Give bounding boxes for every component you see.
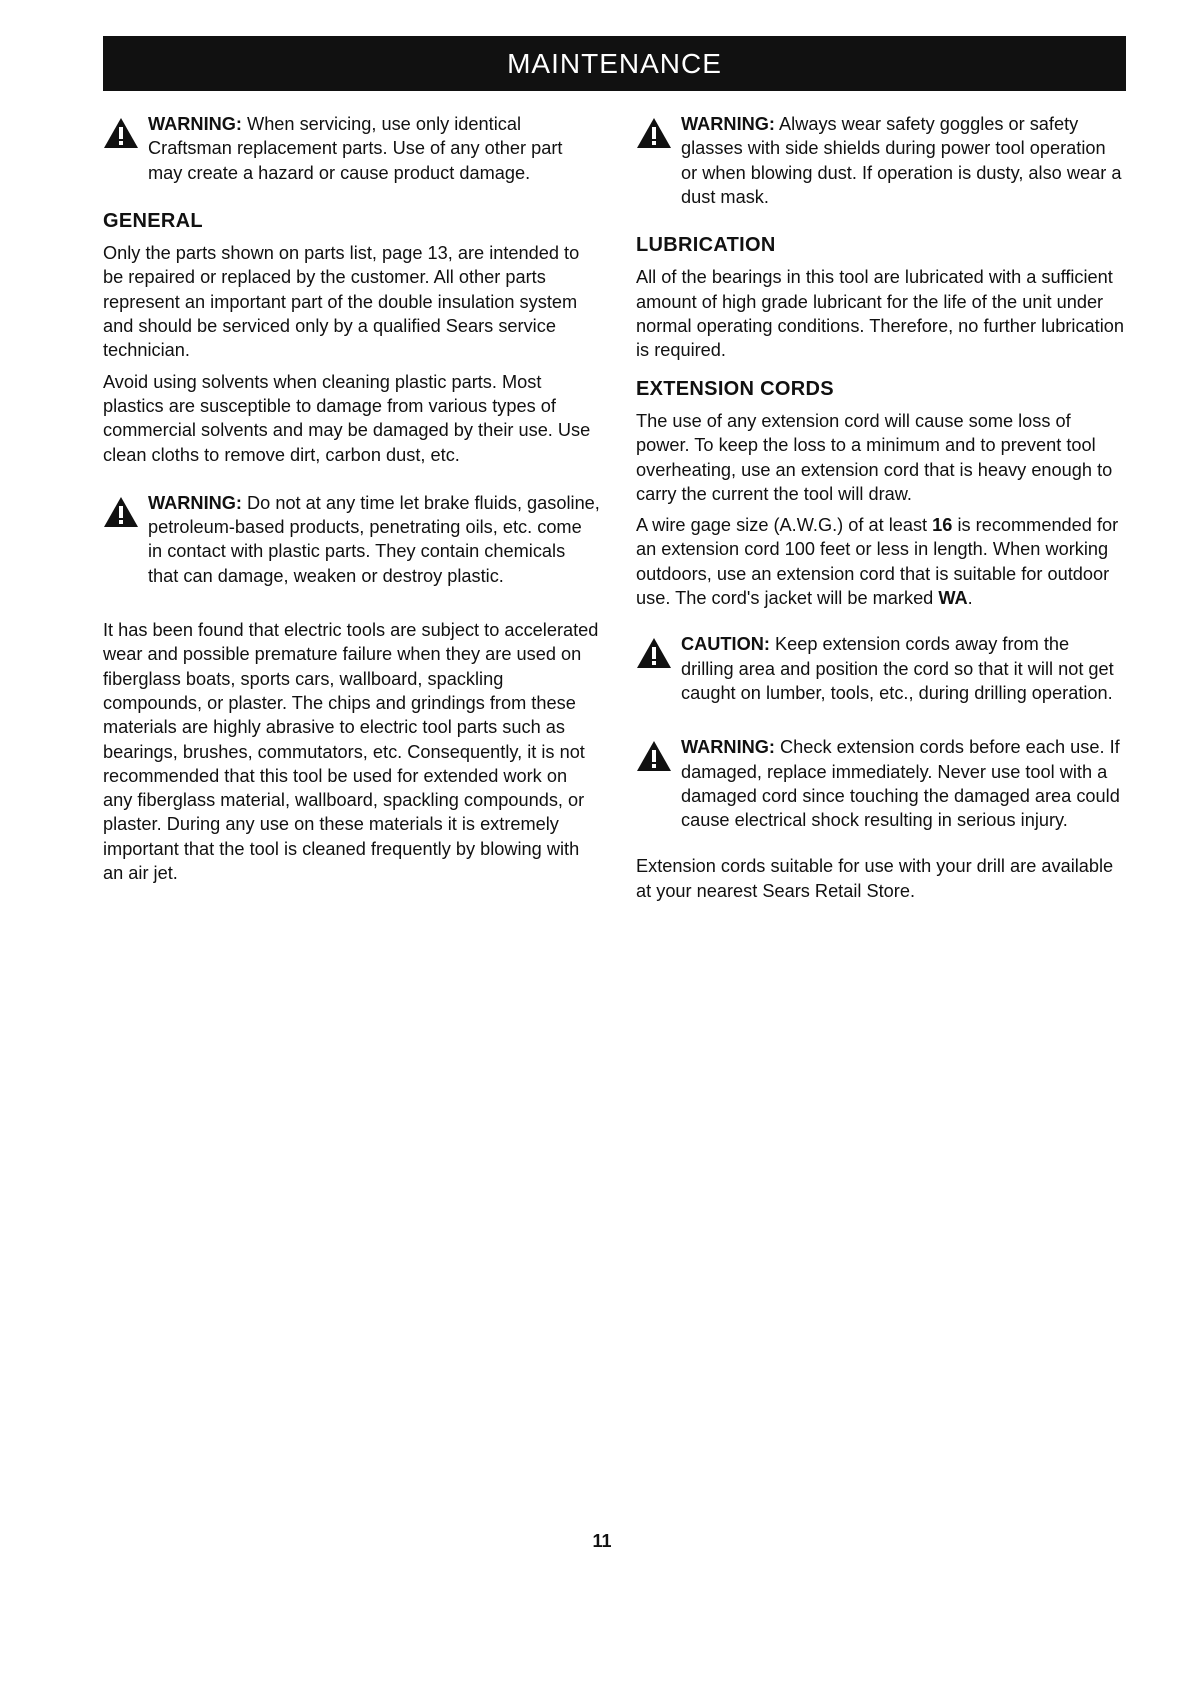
section-banner bbox=[103, 36, 1126, 91]
warning-safety-goggles bbox=[636, 112, 1126, 209]
warning-replacement-parts bbox=[103, 112, 600, 185]
warning-label: WARNING: bbox=[681, 737, 775, 758]
warning-text: Check extension cords before each use. If damaged, replace immediately. Never use tool with a damaged cord since touching the damaged area could cause electrical shock resulting in serious injury. bbox=[681, 737, 1120, 831]
warning-damaged-cords bbox=[636, 735, 1126, 832]
warning-text: Always wear safety goggles or safety glasses with side shields during power tool operation or when blowing dust. If operation is dusty, also wear a dust mask. bbox=[681, 114, 1122, 207]
warning-label: WARNING: bbox=[148, 114, 242, 134]
extension-cords-heading: EXTENSION CORDS bbox=[636, 377, 834, 400]
caution-text: Keep extension cords away from the drilling area and position the cord so that it will not get caught on lumber, tools, etc., during drilling operation. bbox=[681, 634, 1114, 703]
warning-triangle-icon bbox=[636, 117, 672, 149]
left-column bbox=[103, 112, 600, 892]
lubrication-heading: LUBRICATION bbox=[636, 234, 776, 257]
awg-value: 16 bbox=[932, 515, 953, 536]
page-number: 11 bbox=[592, 1531, 612, 1551]
warning-text: When servicing, use only identical Craftsman replacement parts. Use of any other part may create a hazard or cause product damage. bbox=[148, 114, 563, 183]
warning-triangle-icon bbox=[636, 637, 672, 669]
right-column bbox=[636, 112, 1126, 910]
warning-text: Do not at any time let brake fluids, gasoline, petroleum-based products, penetrating oils, etc. come in contact with plastic parts. They contain chemicals that can damage, weaken or destroy plastic. bbox=[148, 492, 600, 586]
general-heading: GENERAL bbox=[103, 209, 203, 232]
warning-triangle-icon bbox=[103, 496, 139, 528]
warning-triangle-icon bbox=[636, 740, 672, 772]
extension-paragraph-2: A wire gage size (A.W.G.) of at least 16 is recommended for an extension cord 100 feet or less in length. When working outdoors, use an extension cord that is suitable for outdoor use. The cord's jacket will be marked WA. bbox=[636, 515, 1119, 609]
warning-triangle-icon bbox=[103, 117, 139, 149]
jacket-marking: WA bbox=[938, 588, 968, 609]
section-title: MAINTENANCE bbox=[507, 47, 722, 79]
caution-label: CAUTION: bbox=[681, 634, 770, 655]
caution-extension-cords bbox=[636, 632, 1126, 705]
extension-paragraph-1: The use of any extension cord will cause some loss of power. To keep the loss to a minimum and to prevent tool overheating, use an extension cord that is heavy enough to carry the current the tool will draw. bbox=[636, 410, 1113, 504]
warning-label: WARNING: bbox=[148, 492, 242, 513]
fiberglass-paragraph: It has been found that electric tools are subject to accelerated wear and possible premature failure when they are used on fiberglass boats, sports cars, wallboard, spackling compounds, or plaster. The chips and grindings from these materials are highly abrasive to electric tool parts such as bearings, brushes, commutators, etc. Consequently, it is not recommended that this tool be used for extended work on any fiberglass material, wallboard, spackling compounds, or plaster. During any use on these materials it is extremely important that the tool is cleaned frequently by blowing with an air jet. bbox=[103, 620, 599, 884]
warning-chemicals bbox=[103, 491, 600, 588]
warning-label: WARNING: bbox=[681, 114, 775, 134]
general-paragraph-1: Only the parts shown on parts list, page 13, are intended to be repaired or replaced by the customer. All other parts represent an important part of the double insulation system and should be serviced only by a qualified Sears service technician. bbox=[103, 243, 580, 361]
closing-paragraph: Extension cords suitable for use with your drill are available at your nearest Sears Retail Store. bbox=[636, 856, 1114, 901]
lubrication-paragraph: All of the bearings in this tool are lubricated with a sufficient amount of high grade lubricant for the life of the unit under normal operating conditions. Therefore, no further lubrication is required. bbox=[636, 267, 1124, 361]
general-paragraph-2: Avoid using solvents when cleaning plastic parts. Most plastics are susceptible to damage from various types of commercial solvents and may be damaged by their use. Use clean cloths to remove dirt, carbon dust, etc. bbox=[103, 371, 591, 465]
